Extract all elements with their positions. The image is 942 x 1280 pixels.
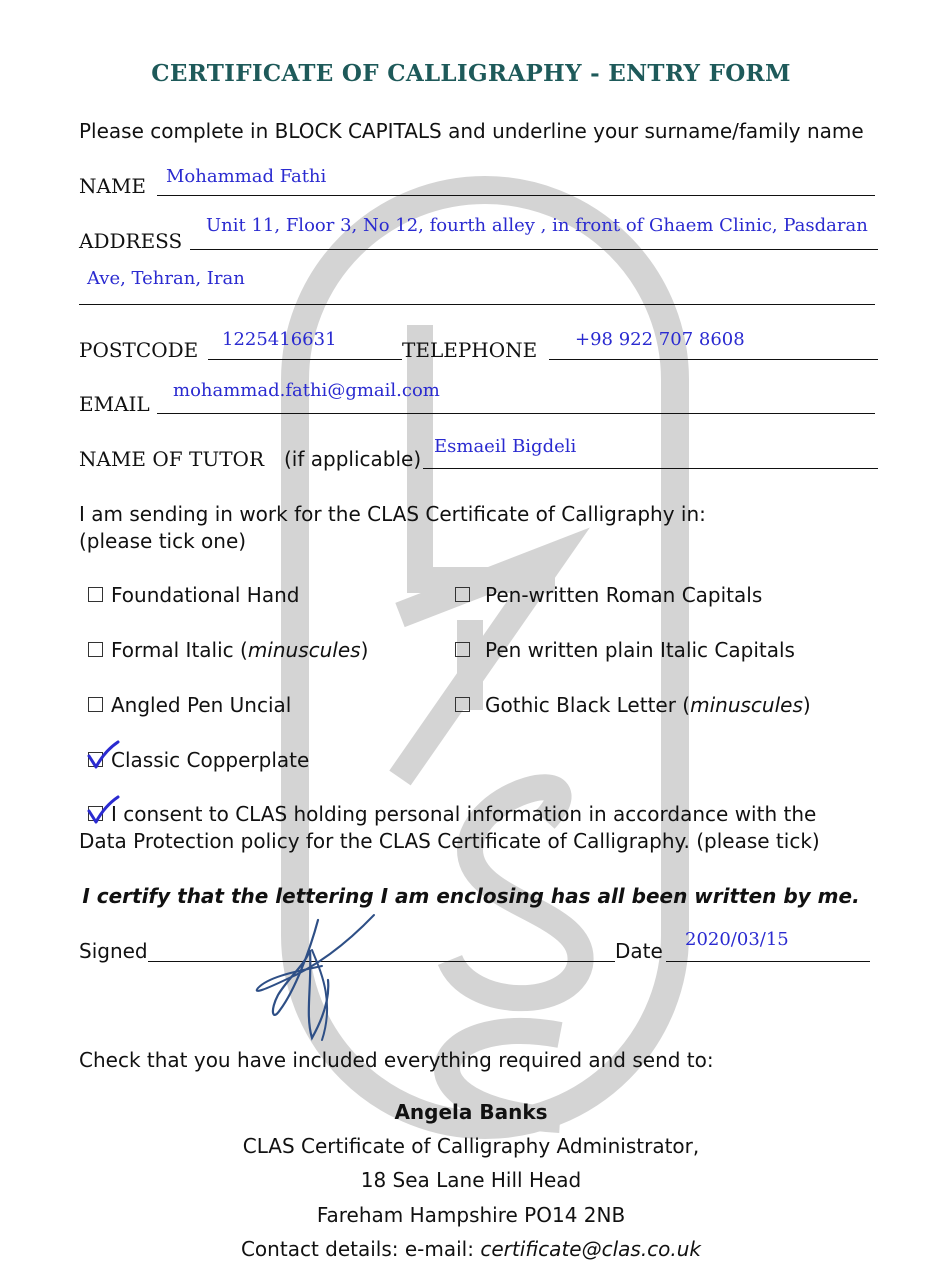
email-underline: [157, 413, 875, 414]
option-gothic: [485, 693, 811, 717]
recipient-role: CLAS Certificate of Calligraphy Administrator,: [242, 1134, 700, 1158]
checkbox-italic-capitals[interactable]: [455, 642, 470, 657]
tutor-note: (if applicable): [284, 447, 422, 471]
option-gothic-em: minuscules: [690, 693, 803, 717]
tutor-field[interactable]: Esmaeil Bigdeli: [434, 436, 577, 457]
option-gothic-label: Gothic Black Letter (: [485, 693, 691, 717]
checkbox-gothic[interactable]: [455, 697, 470, 712]
signed-label: Signed: [79, 939, 148, 963]
option-uncial: Angled Pen Uncial: [111, 693, 292, 717]
option-formal-italic: [111, 638, 368, 662]
name-label: NAME: [79, 174, 147, 198]
address-underline-1: [190, 249, 878, 250]
option-copperplate: Classic Copperplate: [111, 748, 310, 772]
option-roman-capitals: Pen-written Roman Capitals: [485, 583, 763, 607]
option-formal-italic-label: Formal Italic (: [111, 638, 248, 662]
recipient-address-2: Fareham Hampshire PO14 2NB: [316, 1203, 626, 1227]
telephone-field[interactable]: +98 922 707 8608: [575, 329, 745, 350]
option-gothic-close: ): [802, 693, 811, 717]
option-foundational: Foundational Hand: [111, 583, 300, 607]
postcode-label: POSTCODE: [79, 338, 199, 362]
address-field-line2[interactable]: Ave, Tehran, Iran: [87, 268, 245, 289]
tutor-label: NAME OF TUTOR: [79, 447, 264, 471]
send-to-heading: Check that you have included everything required and send to:: [79, 1048, 714, 1072]
tutor-underline: [423, 468, 878, 469]
checkmark-icon: [86, 795, 120, 825]
contact-label: Contact details: e-mail:: [240, 1237, 481, 1261]
form-title: CERTIFICATE OF CALLIGRAPHY - ENTRY FORM: [151, 60, 791, 87]
contact-email-link[interactable]: certificate@clas.co.uk: [480, 1237, 702, 1261]
address-underline-2: [79, 304, 875, 305]
option-italic-capitals: Pen written plain Italic Capitals: [485, 638, 795, 662]
address-label: ADDRESS: [79, 229, 183, 253]
checkmark-icon: [86, 740, 120, 770]
name-underline: [157, 195, 875, 196]
date-field[interactable]: 2020/03/15: [685, 929, 789, 950]
checkbox-uncial[interactable]: [88, 697, 103, 712]
option-formal-italic-em: minuscules: [247, 638, 361, 662]
options-intro-note: (please tick one): [79, 529, 247, 553]
checkbox-formal-italic[interactable]: [88, 642, 103, 657]
option-formal-italic-close: ): [360, 638, 369, 662]
postcode-field[interactable]: 1225416631: [222, 329, 337, 350]
options-intro: I am sending in work for the CLAS Certificate of Calligraphy in:: [79, 502, 706, 526]
checkbox-foundational[interactable]: [88, 587, 103, 602]
email-label: EMAIL: [79, 392, 150, 416]
signature-image: [250, 910, 390, 1050]
consent-text-line1: I consent to CLAS holding personal information in accordance with the: [111, 802, 817, 826]
email-field[interactable]: mohammad.fathi@gmail.com: [173, 380, 440, 401]
name-field[interactable]: Mohammad Fathi: [166, 166, 327, 187]
telephone-underline: [549, 359, 878, 360]
recipient-contact: [0, 1237, 942, 1261]
address-field-line1[interactable]: Unit 11, Floor 3, No 12, fourth alley , in front of Ghaem Clinic, Pasdaran: [206, 215, 868, 236]
date-underline: [666, 961, 870, 962]
certify-statement: I certify that the lettering I am enclosing has all been written by me.: [82, 884, 860, 908]
consent-text-line2: Data Protection policy for the CLAS Certificate of Calligraphy. (please tick): [79, 829, 820, 853]
instruction-text: Please complete in BLOCK CAPITALS and underline your surname/family name: [79, 119, 864, 143]
recipient-address-1: 18 Sea Lane Hill Head: [360, 1168, 582, 1192]
date-label: Date: [615, 939, 663, 963]
telephone-label: TELEPHONE: [402, 338, 538, 362]
recipient-name: Angela Banks: [394, 1100, 548, 1124]
checkbox-roman-capitals[interactable]: [455, 587, 470, 602]
postcode-underline: [208, 359, 402, 360]
